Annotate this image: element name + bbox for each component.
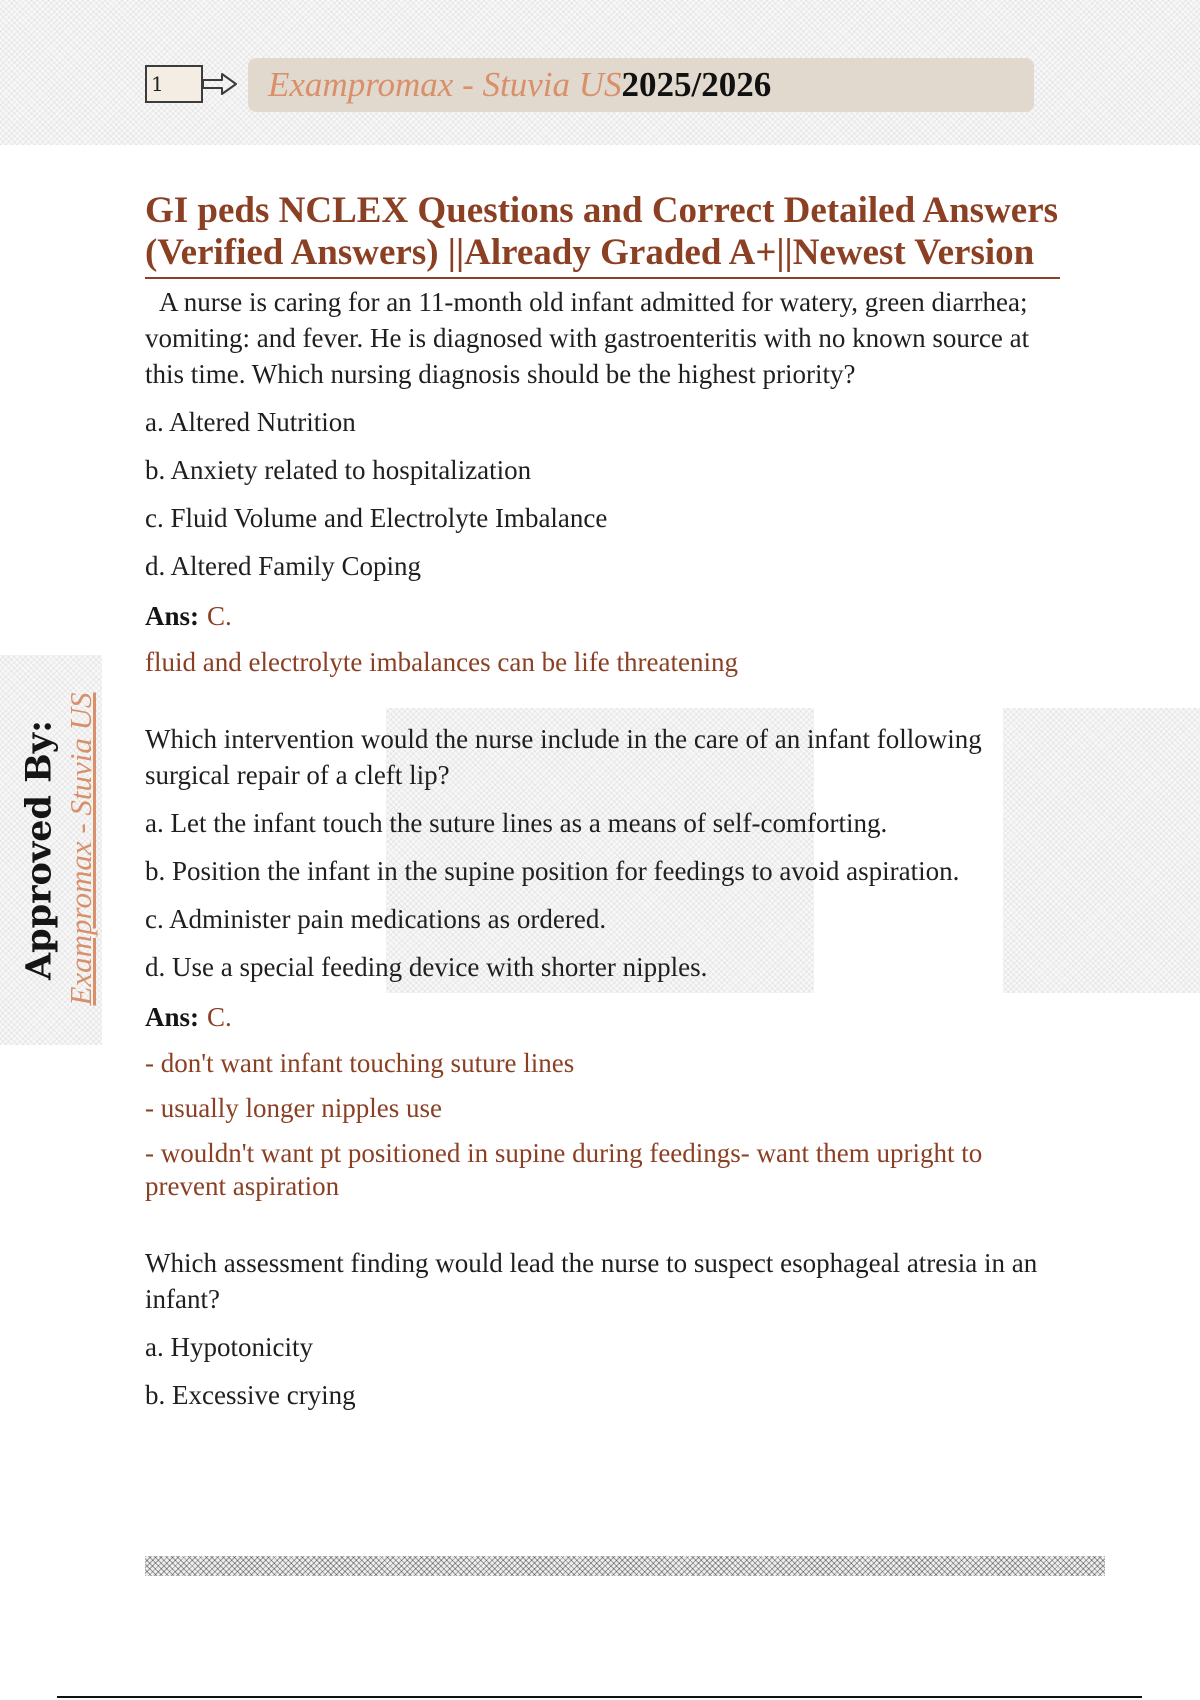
page-number: 1: [145, 65, 203, 103]
bottom-rule: [57, 1696, 1142, 1698]
answer-option: c. Fluid Volume and Electrolyte Imbalance: [145, 503, 608, 533]
rationale-line: - wouldn't want pt positioned in supine during feedings- want them upright to prevent aspiration: [145, 1138, 983, 1201]
answer-option: b. Anxiety related to hospitalization: [145, 455, 532, 485]
answer-value: C.: [207, 601, 232, 631]
answer-option: a. Let the infant touch the suture lines as a means of self-comforting.: [145, 808, 888, 838]
rationale-line: - usually longer nipples use: [145, 1093, 442, 1123]
answer-option: a. Altered Nutrition: [145, 407, 356, 437]
answer-option: b. Excessive crying: [145, 1380, 356, 1410]
answer-line: [145, 598, 1060, 634]
arrow-right-icon: [202, 72, 238, 96]
answer-option: d. Altered Family Coping: [145, 551, 421, 581]
rationale-line: fluid and electrolyte imbalances can be life threatening: [145, 647, 738, 677]
answer-option: b. Position the infant in the supine position for feedings to avoid aspiration.: [145, 856, 960, 886]
rationale-line: - don't want infant touching suture lines: [145, 1048, 575, 1078]
sidebar-brand: Exampromax - Stuvia US: [63, 692, 98, 1006]
footer-divider: [145, 1556, 1105, 1576]
answer-option: a. Hypotonicity: [145, 1332, 313, 1362]
answer-line: [145, 999, 1060, 1035]
answer-option: c. Administer pain medications as ordered.: [145, 904, 607, 934]
question-text: Which intervention would the nurse include in the care of an infant following surgical repair of a cleft lip?: [145, 724, 982, 790]
header-title: [248, 58, 1034, 112]
header-brand: Exampromax - Stuvia US: [268, 65, 622, 104]
document-body: [145, 190, 1060, 1413]
approved-by-label: Approved By:: [18, 720, 60, 980]
answer-label: Ans:: [145, 601, 200, 631]
document-title: GI peds NCLEX Questions and Correct Detailed Answers (Verified Answers) ||Already Graded A+||Newest Version: [145, 190, 1060, 279]
question-text: Which assessment finding would lead the nurse to suspect esophageal atresia in an infant?: [145, 1248, 1038, 1314]
answer-option: d. Use a special feeding device with shorter nipples.: [145, 952, 708, 982]
answer-value: C.: [207, 1002, 232, 1032]
answer-label: Ans:: [145, 1002, 200, 1032]
header-year: 2025/2026: [621, 65, 772, 104]
question-text: A nurse is caring for an 11-month old infant admitted for watery, green diarrhea; vomiting: and fever. He is diagnosed with gastroenteritis with no known source at this time. Which nursing diagnosis should be the highest priority?: [145, 287, 1030, 389]
